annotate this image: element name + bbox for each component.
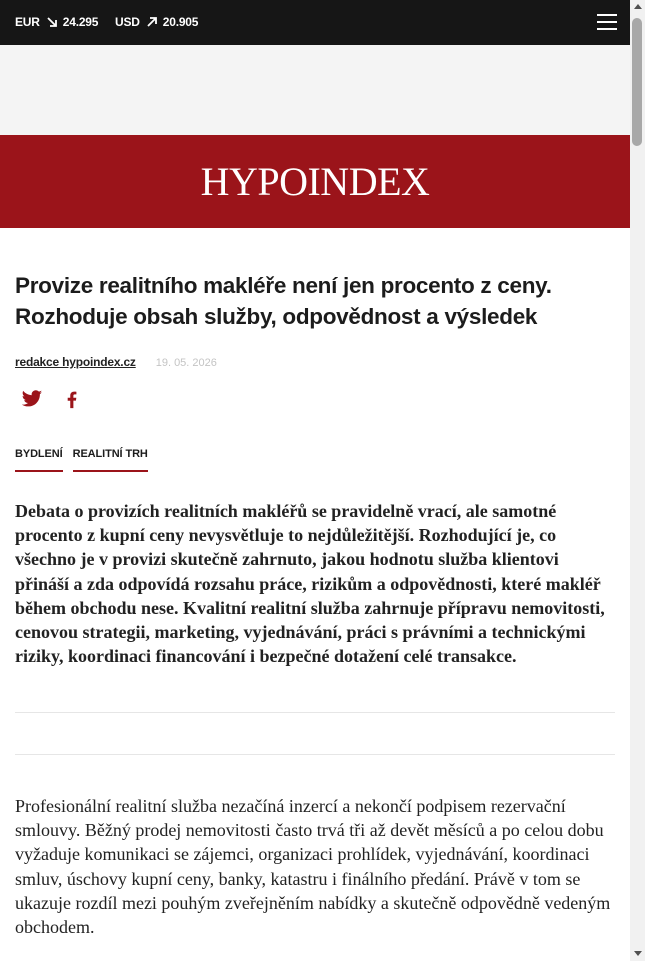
arrow-up-right-icon <box>146 16 158 28</box>
eur-code: EUR <box>15 15 40 29</box>
scrollbar[interactable] <box>630 0 645 961</box>
top-bar <box>0 0 630 45</box>
tag-realitni-trh[interactable]: REALITNÍ TRH <box>73 448 148 472</box>
eur-rate[interactable] <box>15 15 98 29</box>
article-perex: Debata o provizích realitních makléřů se pravidelně vrací, ale samotné procento z kupní ceny nevysvětluje to nejdůležitější. Rozhodující je, co všechno je v provizi skutečně zahrnuto, jakou hodnotu služba klientovi přináší a zda odpovídá rozsahu práce, rizikům a odpovědnosti, které makléř během obchodu nese. Kvalitní realitní služba zahrnuje přípravu nemovitosti, cenovou strategii, marketing, vyjednávání, práci s právními a technickými riziky, koordinaci financování i bezpečné dotažení celé transakce. <box>15 501 605 667</box>
twitter-icon[interactable] <box>21 388 43 410</box>
article-title: Provize realitního makléře není jen procento z ceny. Rozhoduje obsah služby, odpovědnost a výsledek <box>15 273 552 329</box>
scrollbar-thumb[interactable] <box>632 18 642 146</box>
brand-bar <box>0 135 630 228</box>
article-body-paragraph: Profesionální realitní služba nezačíná inzercí a nekončí podpisem rezervační smlouvy. Běžný prodej nemovitosti často trvá tři až devět měsíců a po celou dobu vyžaduje komunikaci se zájemci, organizaci prohlídek, vyjednávání, koordinaci smluv, úschovy kupní ceny, banky, katastru i finálního předání. Právě v tom se ukazuje rozdíl mezi pouhým zveřejněním nabídky a skutečně odpovědně vedeným obchodem. <box>15 796 611 938</box>
eur-value: 24.295 <box>62 15 99 29</box>
usd-value: 20.905 <box>162 15 199 29</box>
scroll-up-icon[interactable] <box>634 4 642 9</box>
scroll-down-icon[interactable] <box>634 951 642 956</box>
author-link[interactable]: redakce hypoindex.cz <box>15 355 136 369</box>
facebook-icon[interactable] <box>61 388 83 410</box>
byline <box>15 355 217 369</box>
divider <box>15 754 615 755</box>
tag-bydleni[interactable]: BYDLENÍ <box>15 448 63 472</box>
arrow-down-right-icon <box>46 16 58 28</box>
site-logo[interactable]: HYPOINDEX <box>200 159 430 204</box>
ad-space <box>0 45 630 135</box>
menu-icon[interactable] <box>597 14 617 31</box>
publish-date: 19. 05. 2026 <box>155 357 217 369</box>
usd-rate[interactable] <box>115 15 198 29</box>
usd-code: USD <box>115 15 140 29</box>
divider <box>15 712 615 713</box>
tag-list <box>15 448 158 472</box>
